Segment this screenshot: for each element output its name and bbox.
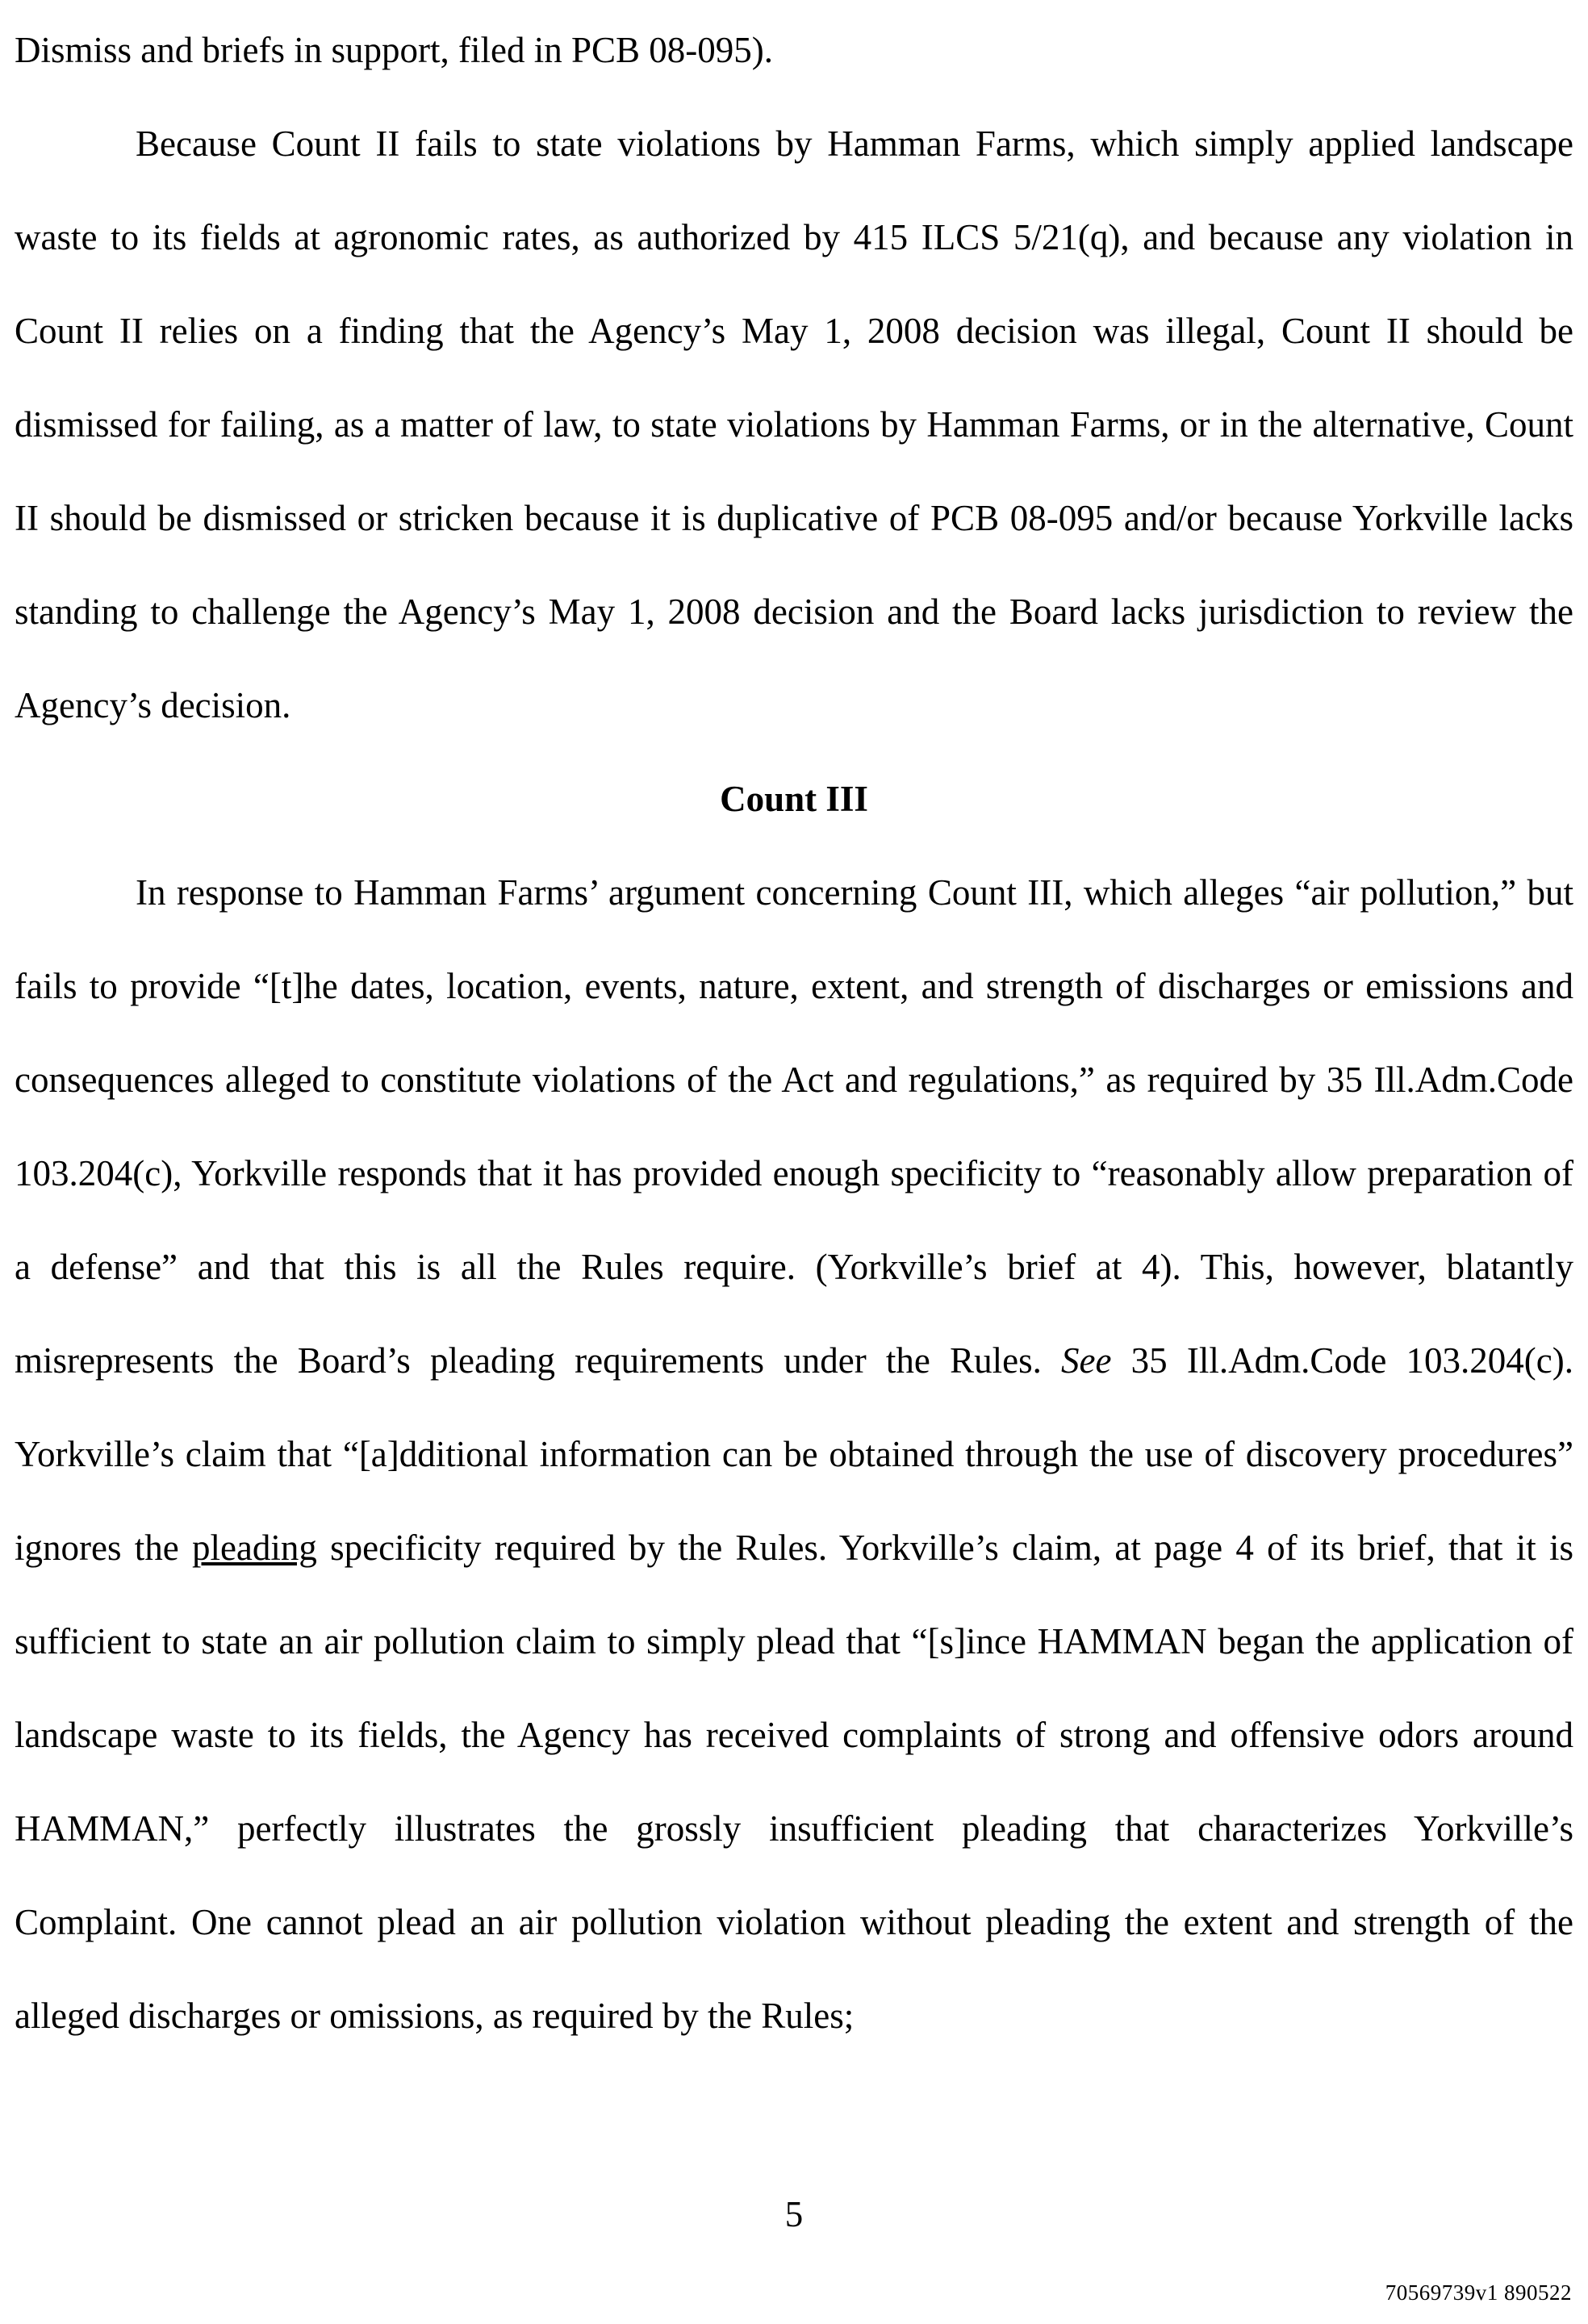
paragraph-count-iii-part-3: specificity required by the Rules. Yorkville’s claim, at page 4 of its brief, that it is sufficient to state an air pollution claim to simply plead that “[s]ince HAMMAN began the application of landscape waste to its fields, the Agency has received complaints of strong and offensive odors around HAMMAN,” perfectly illustrates the grossly insufficient pleading that characterizes Yorkville’s Complaint. One cannot plead an air pollution violation without pleading the extent and strength of the alleged discharges or omissions, as required by the Rules; [15, 1528, 1573, 2036]
citation-signal-see: See [1061, 1340, 1112, 1381]
paragraph-count-iii-part-2: 35 Ill.Adm.Code 103.204(c). Yorkville’s claim that “[a]dditional information can be obtained through the use of discovery procedures” ignores the [15, 1340, 1573, 1568]
page-number: 5 [784, 2194, 804, 2234]
paragraph-continuation: Dismiss and briefs in support, filed in PCB 08-095). [15, 30, 773, 70]
paragraph-count-iii-part-1: In response to Hamman Farms’ argument concerning Count III, which alleges “air pollution,” but fails to provide “[t]he dates, location, events, nature, extent, and strength of discharges or emissions and consequences alleged to constitute violations of the Act and regulations,” as required by 35 Ill.Adm.Code 103.204(c), Yorkville responds that it has provided enough specificity to “reasonably allow preparation of a defense” and that this is all the Rules require. (Yorkville’s brief at 4). This, however, blatantly misrepresents the Board’s pleading requirements under the Rules. [15, 872, 1573, 1381]
document-body [15, 3, 1573, 2063]
paragraph-count-iii [15, 846, 1573, 2063]
section-heading-count-iii: Count III [720, 779, 868, 819]
emphasized-word-pleading: pleading [191, 1528, 317, 1568]
paragraph-count-ii-conclusion: Because Count II fails to state violations by Hamman Farms, which simply applied landscape waste to its fields at agronomic rates, as authorized by 415 ILCS 5/21(q), and because any violation in Count II relies on a finding that the Agency’s May 1, 2008 decision was illegal, Count II should be dismissed for failing, as a matter of law, to state violations by Hamman Farms, or in the alternative, Count II should be dismissed or stricken because it is duplicative of PCB 08-095 and/or because Yorkville lacks standing to challenge the Agency’s May 1, 2008 decision and the Board lacks jurisdiction to review the Agency’s decision. [15, 123, 1573, 725]
document-id-footer: 70569739v1 890522 [1385, 2280, 1572, 2305]
